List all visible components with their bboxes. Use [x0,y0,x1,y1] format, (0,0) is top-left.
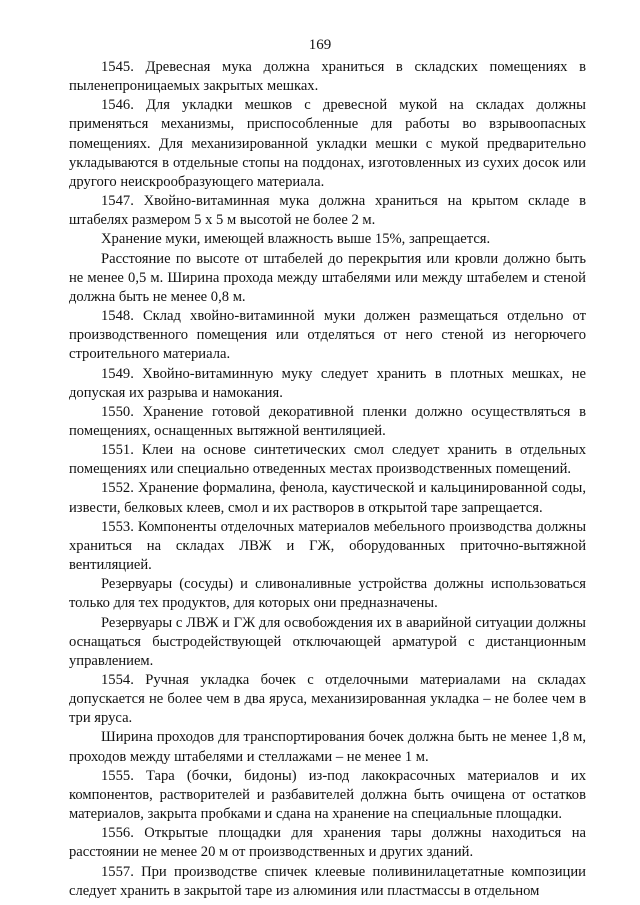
paragraph-1552: 1552. Хранение формалина, фенола, каустической и кальцинированной соды, извести, белковых клеев, смол и их растворов в открытой таре запрещается. [69,480,586,516]
paragraph-1546: 1546. Для укладки мешков с древесной мукой на складах должны применяться механизмы, приспособленные для работы во взрывоопасных помещениях. Для механизированной укладки мешки с мукой предварительно укладываются в отдельные стопы на поддонах, изготовленных из сухих досок или другого неискрообразующего материала. [69,97,586,190]
paragraph-1547-humidity: Хранение муки, имеющей влажность выше 15%, запрещается. [101,231,491,248]
paragraph-1545: 1545. Древесная мука должна храниться в складских помещениях в пыленепроницаемых закрытых мешках. [69,59,586,95]
paragraph-1547: 1547. Хвойно-витаминная мука должна храниться на крытом складе в штабелях размером 5 х 5 м высотой не более 2 м. [69,193,586,229]
paragraph-1550: 1550. Хранение готовой декоративной пленки должно осуществляться в помещениях, оснащенных вытяжной вентиляцией. [69,403,586,439]
paragraph-1547-distance: Расстояние по высоте от штабелей до перекрытия или кровли должно быть не менее 0,5 м. Ширина прохода между штабелями или между штабелем и стеной должна быть не менее 0,8 м. [69,250,586,305]
paragraph-1549: 1549. Хвойно-витаминную муку следует хранить в плотных мешках, не допуская их разрыва и намокания. [69,365,586,401]
paragraph-1555: 1555. Тара (бочки, бидоны) из-под лакокрасочных материалов и их компонентов, растворителей и разбавителей должна быть очищена от остатков материалов, закрыта пробками и сдана на хранение на специальные площадки. [69,767,586,823]
page-number: 169 [308,37,332,53]
paragraph-1551: 1551. Клеи на основе синтетических смол следует хранить в отдельных помещениях или специально отведенных местах производственных помещений. [69,442,586,478]
paragraph-1557: 1557. При производстве спичек клеевые поливинилацетатные композиции следует хранить в закрытой таре из алюминия или пластмассы в отдельном [69,863,586,899]
paragraph-1553: 1553. Компоненты отделочных материалов мебельного производства должны храниться на складах ЛВЖ и ГЖ, оборудованных приточно-вытяжной вентиляцией. [69,518,586,574]
paragraph-1548: 1548. Склад хвойно-витаминной муки должен размещаться отдельно от производственного помещения или отделяться от него стеной из негорючего строительного материала. [69,308,586,363]
paragraph-1554: 1554. Ручная укладка бочек с отделочными материалами на складах допускается не более чем в два яруса, механизированная укладка – не более чем в три яруса. [69,672,586,727]
paragraph-1556: 1556. Открытые площадки для хранения тары должны находиться на расстоянии не менее 20 м от производственных и других зданий. [69,825,586,861]
document-body [69,58,586,901]
paragraph-1554-passages: Ширина проходов для транспортирования бочек должна быть не менее 1,8 м, проходов между штабелями и стеллажами – не менее 1 м. [69,729,586,765]
paragraph-1553-emergency: Резервуары с ЛВЖ и ГЖ для освобождения их в аварийной ситуации должны оснащаться быстродействующей отключающей арматурой с дистанционным управлением. [69,614,586,669]
paragraph-1553-reservoirs: Резервуары (сосуды) и сливоналивные устройства должны использоваться только для тех продуктов, для которых они предназначены. [69,576,586,612]
